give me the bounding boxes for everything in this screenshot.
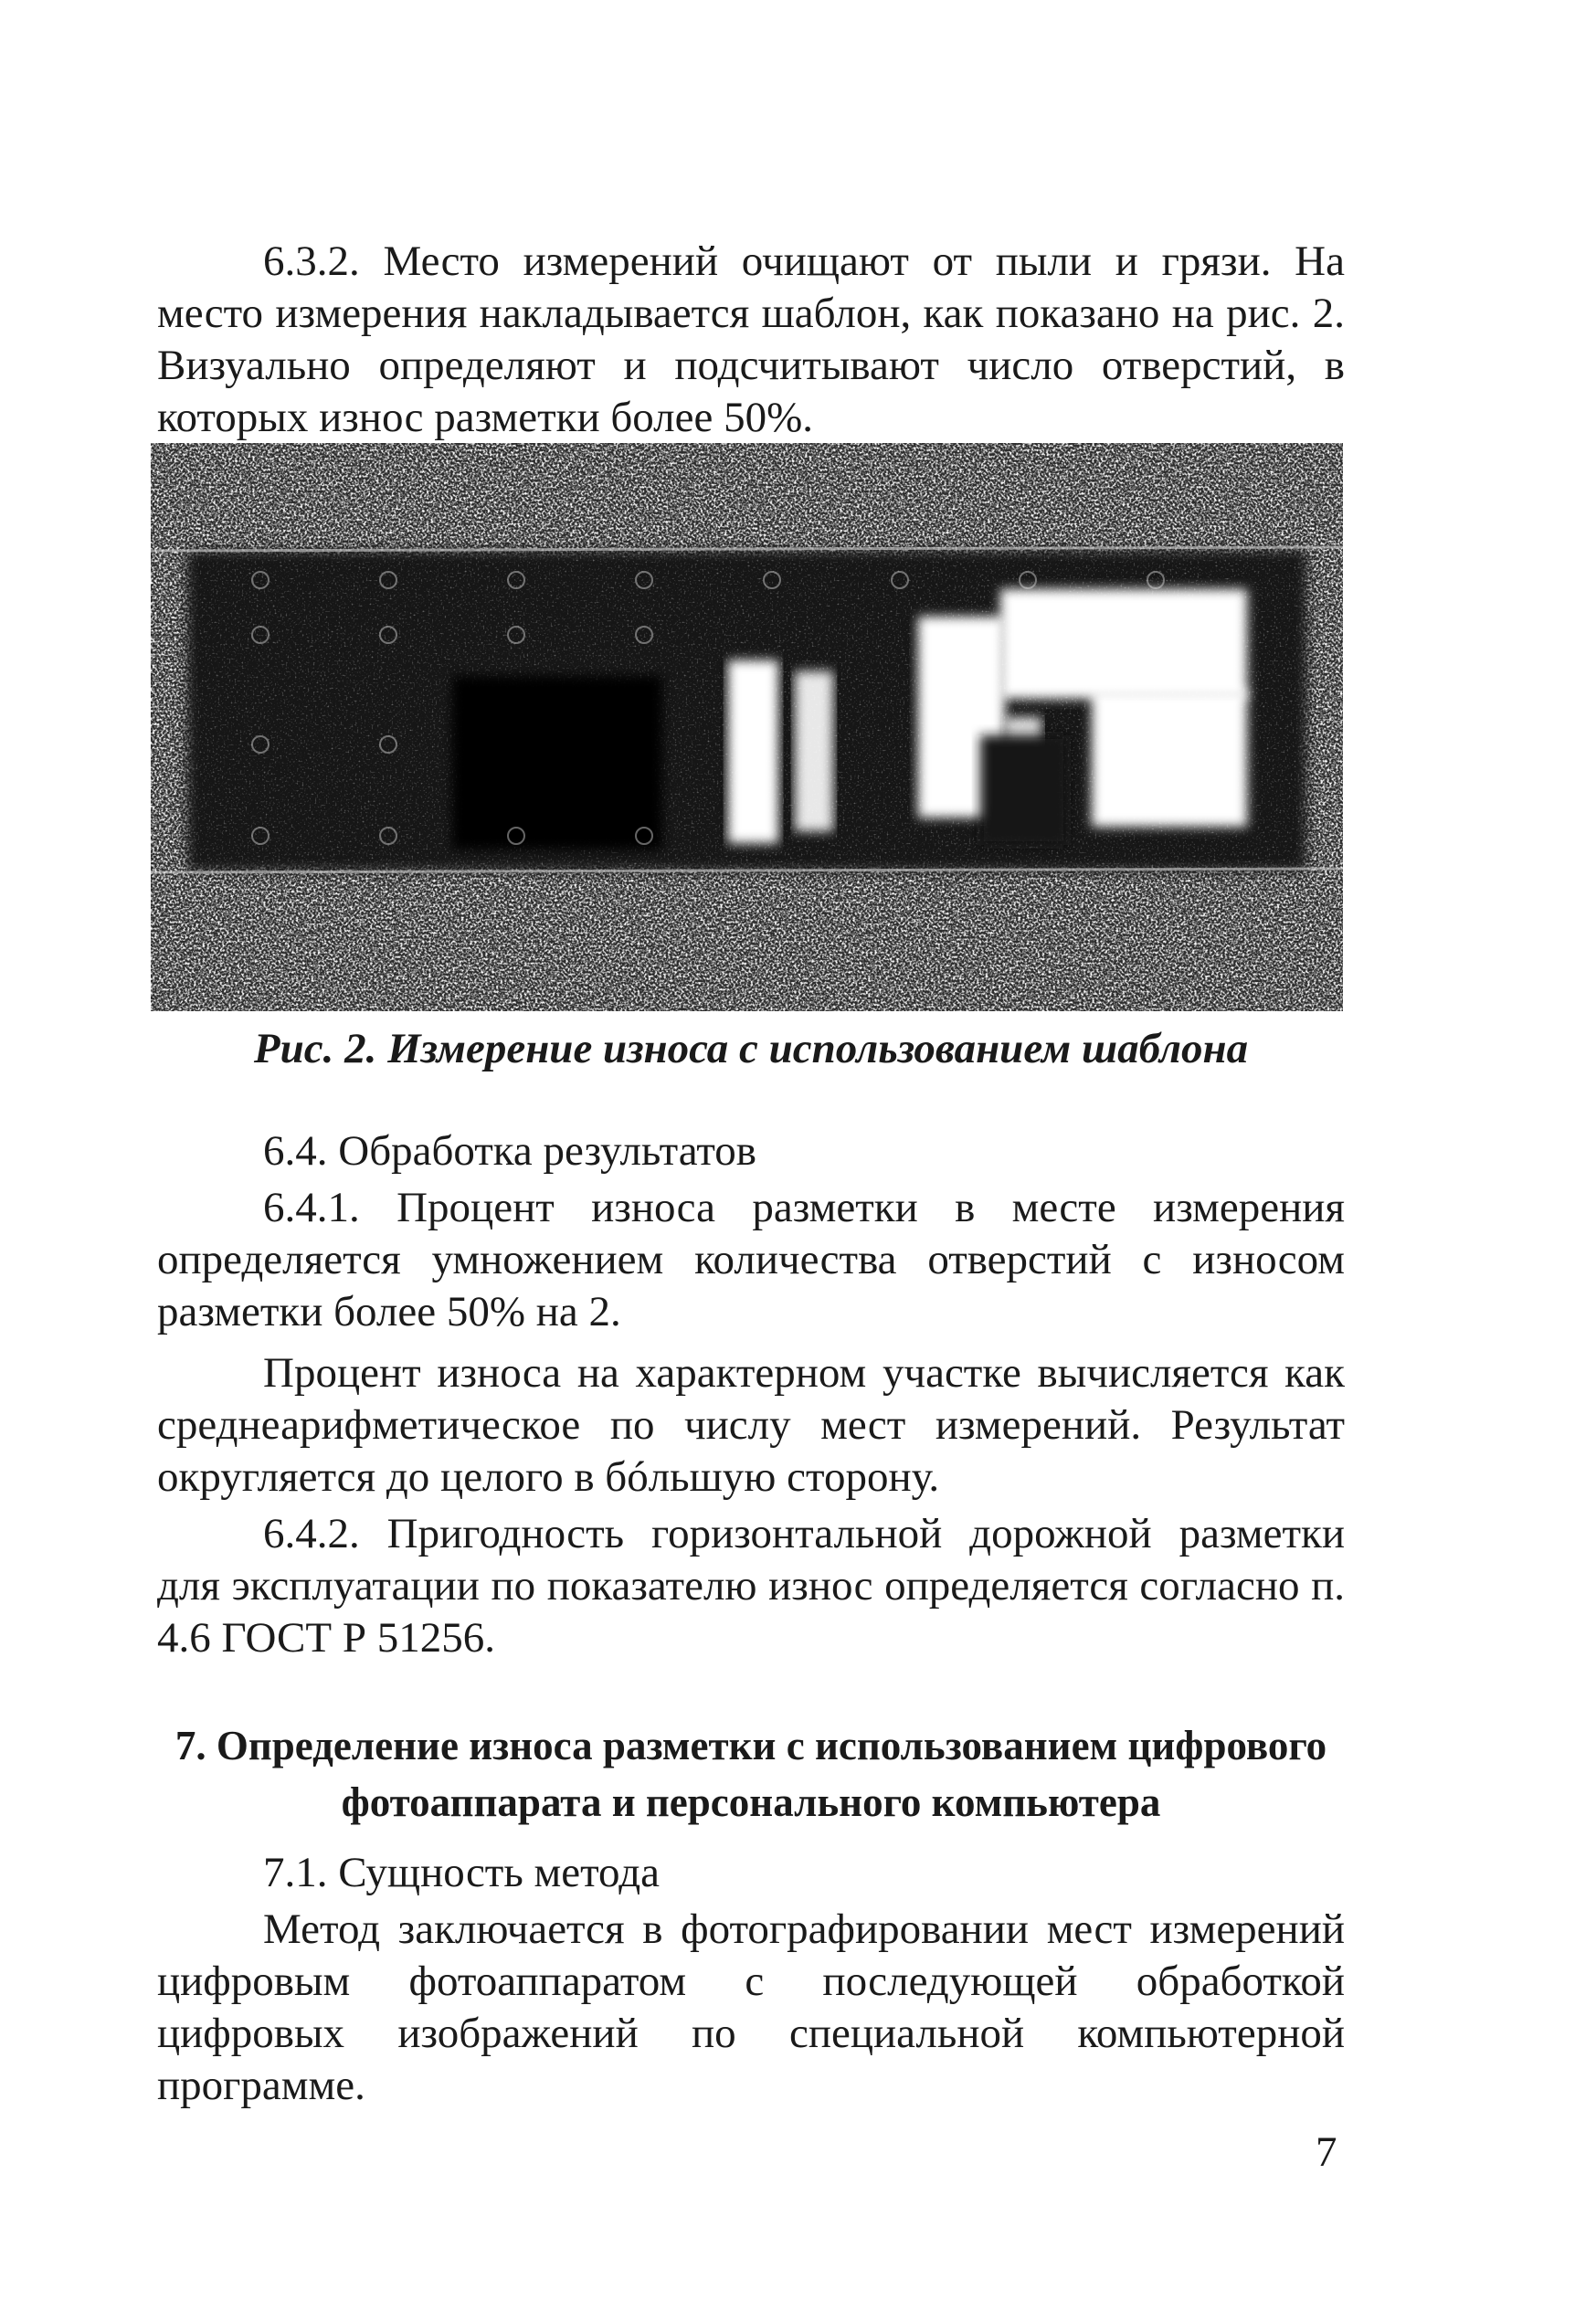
figure-caption: Рис. 2. Измерение износа с использованием шаблона (253, 1025, 1249, 1072)
template-photo-image (151, 443, 1343, 1011)
paragraph-6-4-2: 6.4.2. Пригодность горизонтальной дорожной разметки для эксплуатации по показателю износ определяется согласно п. 4.6 ГОСТ Р 51256. (157, 1510, 1345, 1662)
figure-template-photo (151, 443, 1343, 1011)
paragraph-6-3-2: 6.3.2. Место измерений очищают от пыли и грязи. На место измерения накладывается шаблон, как показано на рис. 2. Визуально определяют и подсчитывают число отверстий, в которых износ разметки более 50%. (157, 237, 1345, 441)
section-7-1-title: 7.1. Сущность метода (263, 1849, 660, 1896)
page-number: 7 (1316, 2128, 1337, 2176)
section-6-4-title: 6.4. Обработка результатов (263, 1127, 756, 1175)
paragraph-6-4-1: 6.4.1. Процент износа разметки в месте измерения определяется умножением количества отверстий с износом разметки более 50% на 2. (157, 1184, 1345, 1335)
section-7-heading: 7. Определение износа разметки с использованием цифрового фотоаппарата и персонального компьютера (174, 1723, 1327, 1825)
paragraph-average: Процент износа на характерном участке вычисляется как среднеарифметическое по числу мест измерений. Результат округляется до целого в бóльшую сторону. (157, 1349, 1345, 1501)
paragraph-7-1: Метод заключается в фотографировании мест измерений цифровым фотоаппаратом с последующей обработкой цифровых изображений по специальной компьютерной программе. (157, 1905, 1345, 2109)
